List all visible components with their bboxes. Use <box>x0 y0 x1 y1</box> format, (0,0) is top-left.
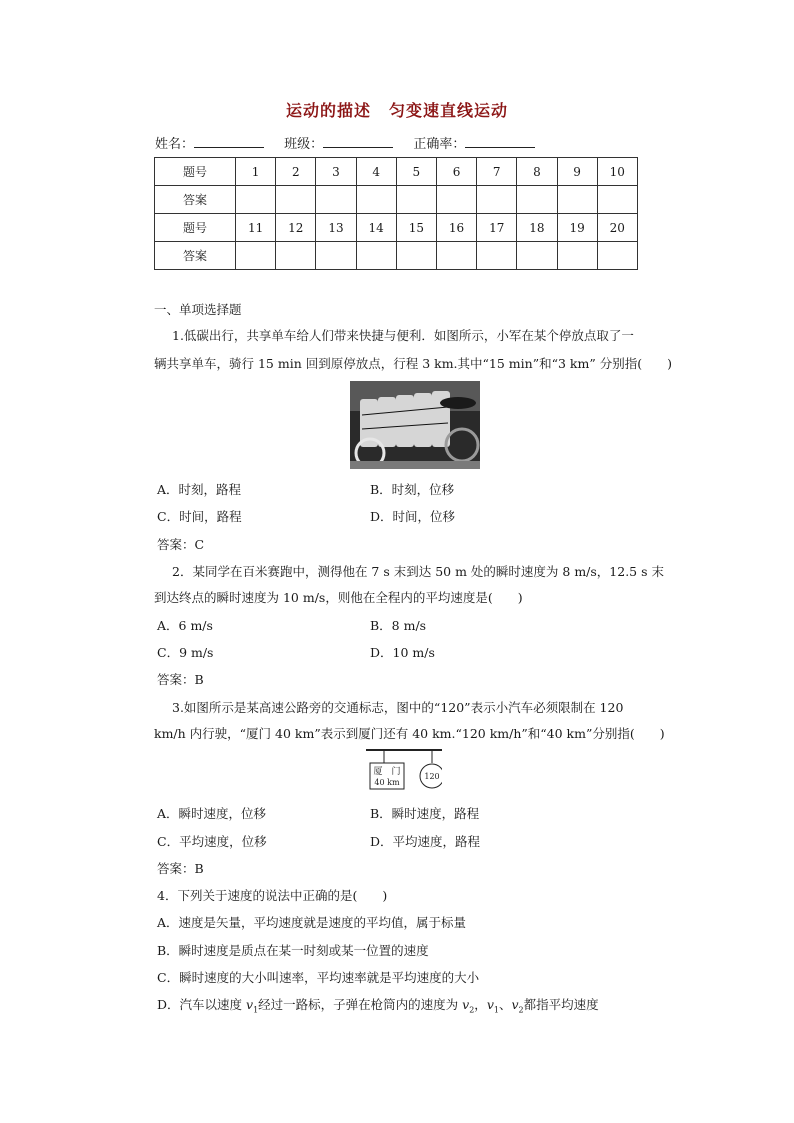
answer-cell[interactable] <box>316 242 356 270</box>
answer-cell[interactable] <box>356 186 396 214</box>
table-cell: 题号 <box>155 158 236 186</box>
traffic-sign <box>366 747 442 793</box>
q4-d-text-dun: 、 <box>498 997 512 1012</box>
sign-distance-text: 40 km <box>374 778 400 787</box>
answer-cell[interactable] <box>477 186 517 214</box>
answer-cell[interactable] <box>436 186 476 214</box>
table-row <box>155 242 638 270</box>
q1-option-c[interactable]: C．时间，路程 <box>157 509 242 524</box>
q1-option-a[interactable]: A．时刻，路程 <box>157 482 242 497</box>
table-row <box>155 214 638 242</box>
q4-d-sub: 1 <box>253 1005 259 1015</box>
q3-option-d[interactable]: D．平均速度，路程 <box>370 834 481 849</box>
title-part2: 匀变速直线运动 <box>389 101 509 120</box>
q2-option-a[interactable]: A．6 m/s <box>157 618 213 633</box>
answer-cell[interactable] <box>597 186 637 214</box>
rate-blank[interactable] <box>465 135 535 148</box>
answer-cell[interactable] <box>597 242 637 270</box>
table-cell: 18 <box>517 214 557 242</box>
page-title <box>0 98 794 121</box>
table-cell: 1 <box>236 158 276 186</box>
q2-stem-line1: 2．某同学在百米赛跑中，测得他在 7 s 末到达 50 m 处的瞬时速度为 8 m/s，12.5 s 末 <box>172 564 664 579</box>
answer-cell[interactable] <box>276 186 316 214</box>
q4-option-b[interactable]: B．瞬时速度是质点在某一时刻或某一位置的速度 <box>157 943 429 958</box>
answer-table <box>154 157 638 270</box>
answer-cell[interactable] <box>517 242 557 270</box>
q2-option-d[interactable]: D．10 m/s <box>370 645 435 660</box>
q4-d-sub: 1 <box>493 1005 499 1015</box>
q4-d-var: v <box>246 997 254 1012</box>
q3-option-c[interactable]: C．平均速度，位移 <box>157 834 267 849</box>
q4-d-var: v <box>462 997 470 1012</box>
q4-option-c[interactable]: C．瞬时速度的大小叫速率，平均速率就是平均速度的大小 <box>157 970 480 985</box>
answer-cell[interactable] <box>236 186 276 214</box>
student-info-line <box>155 133 551 152</box>
q2-option-b[interactable]: B．8 m/s <box>370 618 427 633</box>
table-cell: 12 <box>276 214 316 242</box>
q4-stem: 4．下列关于速度的说法中正确的是( ) <box>157 888 388 903</box>
section-heading: 一、单项选择题 <box>154 302 242 317</box>
table-cell: 5 <box>396 158 436 186</box>
table-cell: 答案 <box>155 242 236 270</box>
q2-answer: 答案：B <box>157 672 204 687</box>
q4-d-text-post: 都指平均速度 <box>523 997 599 1012</box>
table-cell: 20 <box>597 214 637 242</box>
sign-city-text: 厦 门 <box>373 767 401 777</box>
rate-label: 正确率： <box>413 137 466 152</box>
table-row <box>155 158 638 186</box>
q1-stem-line1: 1.低碳出行，共享单车给人们带来快捷与便利．如图所示，小军在某个停放点取了一 <box>172 328 634 343</box>
answer-cell[interactable] <box>477 242 517 270</box>
table-cell: 19 <box>557 214 597 242</box>
table-cell: 11 <box>236 214 276 242</box>
q4-d-text-pre: D．汽车以速度 <box>157 997 246 1012</box>
q1-stem-line2: 辆共享单车，骑行 15 min 回到原停放点，行程 3 km.其中“15 min”和“3 km” 分别指( ) <box>154 356 672 371</box>
class-label: 班级： <box>284 137 324 152</box>
table-cell: 16 <box>436 214 476 242</box>
answer-cell[interactable] <box>396 186 436 214</box>
q4-option-a[interactable]: A．速度是矢量，平均速度就是速度的平均值，属于标量 <box>157 915 467 930</box>
shared-bike-photo <box>350 381 480 469</box>
table-cell: 17 <box>477 214 517 242</box>
table-cell: 答案 <box>155 186 236 214</box>
name-blank[interactable] <box>194 135 264 148</box>
answer-cell[interactable] <box>316 186 356 214</box>
answer-cell[interactable] <box>557 186 597 214</box>
q3-option-a[interactable]: A．瞬时速度，位移 <box>157 806 267 821</box>
answer-cell[interactable] <box>276 242 316 270</box>
table-cell: 7 <box>477 158 517 186</box>
q2-option-c[interactable]: C．9 m/s <box>157 645 214 660</box>
table-cell: 15 <box>396 214 436 242</box>
answer-cell[interactable] <box>396 242 436 270</box>
table-cell: 14 <box>356 214 396 242</box>
table-cell: 10 <box>597 158 637 186</box>
table-cell: 2 <box>276 158 316 186</box>
q4-d-var: v <box>511 997 519 1012</box>
table-cell: 4 <box>356 158 396 186</box>
table-cell: 6 <box>436 158 476 186</box>
q3-stem-line2: km/h 内行驶，“厦门 40 km”表示到厦门还有 40 km.“120 km/h”和“40 km”分别指( ) <box>154 726 665 741</box>
table-cell: 13 <box>316 214 356 242</box>
title-part1: 运动的描述 <box>285 101 371 120</box>
answer-cell[interactable] <box>557 242 597 270</box>
q4-d-sub: 2 <box>518 1005 524 1015</box>
sign-speed-text: 120 <box>424 772 440 781</box>
table-cell: 题号 <box>155 214 236 242</box>
answer-cell[interactable] <box>517 186 557 214</box>
q4-d-text-mid: 经过一路标，子弹在枪筒内的速度为 <box>258 997 463 1012</box>
q2-stem-line2: 到达终点的瞬时速度为 10 m/s，则他在全程内的平均速度是( ) <box>154 590 523 605</box>
table-cell: 9 <box>557 158 597 186</box>
name-label: 姓名： <box>155 137 195 152</box>
q1-option-b[interactable]: B．时刻，位移 <box>370 482 455 497</box>
class-blank[interactable] <box>323 135 393 148</box>
answer-cell[interactable] <box>236 242 276 270</box>
answer-cell[interactable] <box>356 242 396 270</box>
table-cell: 3 <box>316 158 356 186</box>
q4-option-d[interactable] <box>157 995 599 1015</box>
table-row <box>155 186 638 214</box>
q3-stem-line1: 3.如图所示是某高速公路旁的交通标志，图中的“120”表示小汽车必须限制在 120 <box>172 700 624 715</box>
q4-d-sub: 2 <box>469 1005 475 1015</box>
q1-option-d[interactable]: D．时间，位移 <box>370 509 456 524</box>
table-cell: 8 <box>517 158 557 186</box>
q1-answer: 答案：C <box>157 537 205 552</box>
q4-d-text-sep: ， <box>474 997 487 1012</box>
q3-answer: 答案：B <box>157 861 204 876</box>
answer-cell[interactable] <box>436 242 476 270</box>
q4-d-var: v <box>486 997 494 1012</box>
q3-option-b[interactable]: B．瞬时速度，路程 <box>370 806 480 821</box>
